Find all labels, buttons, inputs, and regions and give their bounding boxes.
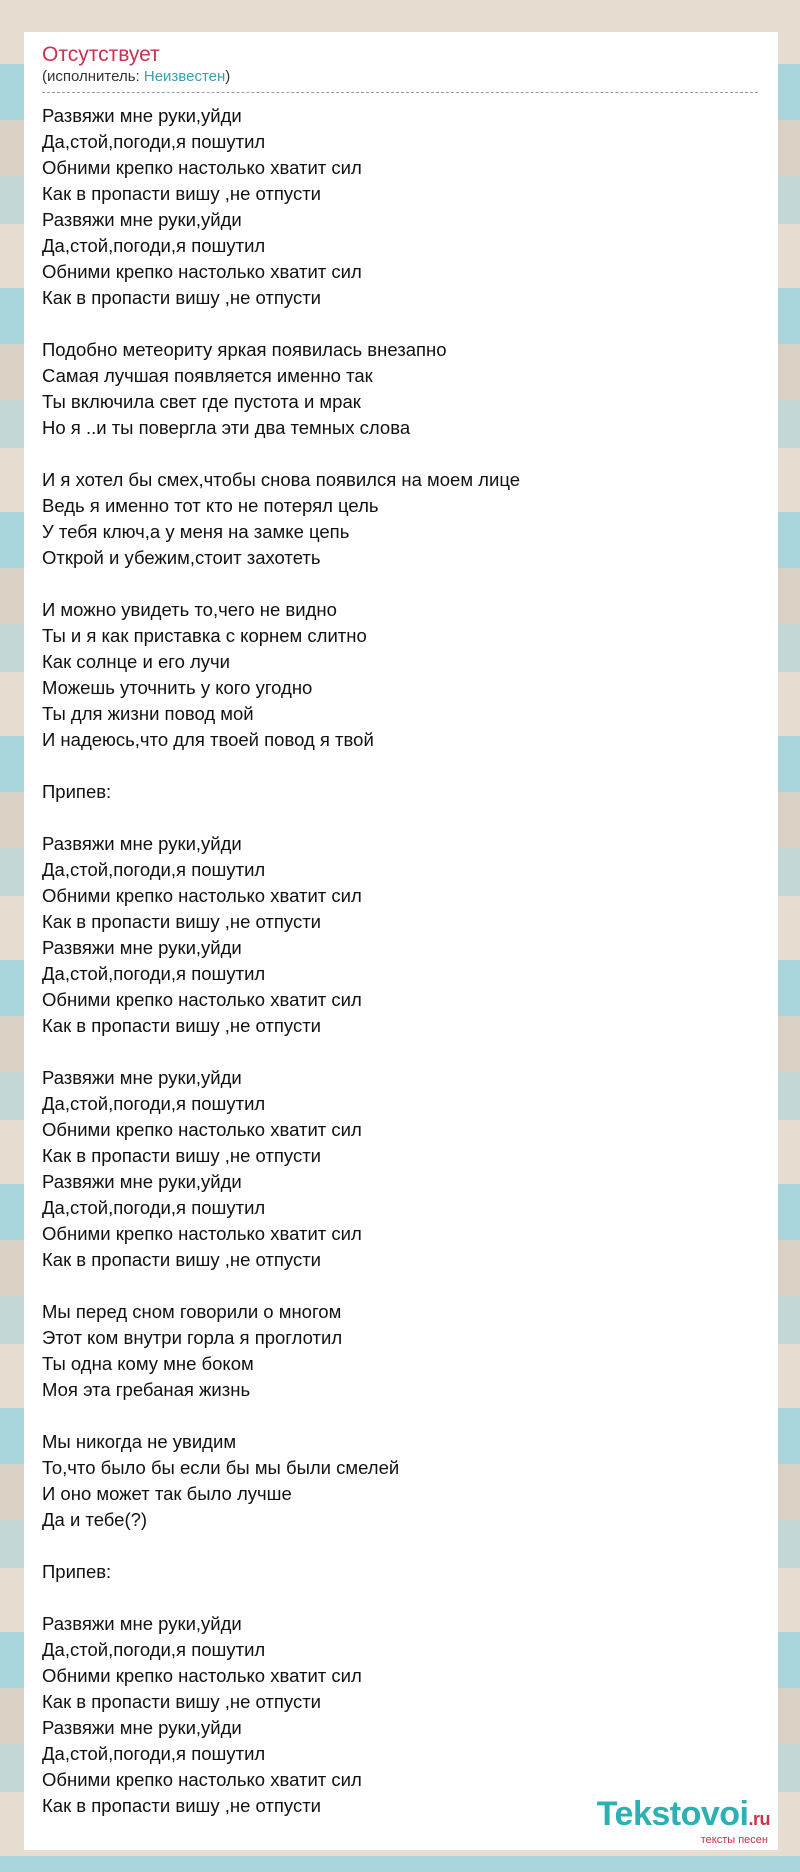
lyric-line: Ты для жизни повод мой xyxy=(42,703,254,724)
lyric-line: Как в пропасти вишу ,не отпусти xyxy=(42,1795,322,1816)
lyric-blank-line xyxy=(42,571,760,597)
artist-link[interactable]: Неизвестен xyxy=(143,68,226,85)
lyric-line: Да,стой,погоди,я пошутил xyxy=(42,1093,266,1114)
artist-prefix: (исполнитель: xyxy=(42,68,144,85)
lyric-line: Открой и убежим,стоит захотеть xyxy=(42,547,321,568)
lyric-line: Обними крепко настолько хватит сил xyxy=(42,1223,362,1244)
lyric-line: Да,стой,погоди,я пошутил xyxy=(42,235,266,256)
lyric-line: Ты и я как приставка с корнем слитно xyxy=(42,625,367,646)
lyric-line: Как солнце и его лучи xyxy=(42,651,231,672)
lyric-line: Да и тебе(?) xyxy=(42,1509,148,1530)
lyric-line: Как в пропасти вишу ,не отпусти xyxy=(42,1015,322,1036)
lyric-line: Обними крепко настолько хватит сил xyxy=(42,261,362,282)
lyric-blank-line xyxy=(42,1039,760,1065)
lyric-blank-line xyxy=(42,1585,760,1611)
lyric-blank-line xyxy=(42,441,760,467)
lyric-line: Обними крепко настолько хватит сил xyxy=(42,157,362,178)
lyric-blank-line xyxy=(42,1403,760,1429)
site-logo[interactable] xyxy=(597,1797,770,1846)
lyric-line: Да,стой,погоди,я пошутил xyxy=(42,1743,266,1764)
lyric-line: Обними крепко настолько хватит сил xyxy=(42,1119,362,1140)
lyric-line: Этот ком внутри горла я проглотил xyxy=(42,1327,343,1348)
lyric-line: Припев: xyxy=(42,781,112,802)
lyric-line: У тебя ключ,а у меня на замке цепь xyxy=(42,521,350,542)
song-title: Отсутствует xyxy=(42,43,160,66)
lyric-line: Как в пропасти вишу ,не отпусти xyxy=(42,1145,322,1166)
lyric-line: Развяжи мне руки,уйди xyxy=(42,1717,242,1738)
lyric-line: Да,стой,погоди,я пошутил xyxy=(42,131,266,152)
lyric-line: Ты одна кому мне боком xyxy=(42,1353,254,1374)
lyric-blank-line xyxy=(42,1273,760,1299)
logo-tagline: тексты песен xyxy=(700,1834,768,1846)
lyric-line: Самая лучшая появляется именно так xyxy=(42,365,373,386)
lyric-line: Ты включила свет где пустота и мрак xyxy=(42,391,361,412)
lyric-line: Мы перед сном говорили о многом xyxy=(42,1301,342,1322)
lyric-line: Развяжи мне руки,уйди xyxy=(42,105,242,126)
lyric-line: Да,стой,погоди,я пошутил xyxy=(42,963,266,984)
lyric-line: И надеюсь,что для твоей повод я твой xyxy=(42,729,374,750)
artist-suffix: ) xyxy=(225,68,231,85)
lyric-line: Развяжи мне руки,уйди xyxy=(42,1613,242,1634)
lyric-line: И можно увидеть то,чего не видно xyxy=(42,599,337,620)
lyric-line: И я хотел бы смех,чтобы снова появился на моем лице xyxy=(42,469,520,490)
logo-name: Tekstovoi xyxy=(596,1795,749,1833)
lyric-line: Да,стой,погоди,я пошутил xyxy=(42,1197,266,1218)
lyric-line: Припев: xyxy=(42,1561,112,1582)
lyric-line: Как в пропасти вишу ,не отпусти xyxy=(42,1691,322,1712)
lyric-line: И оно может так было лучше xyxy=(42,1483,292,1504)
lyric-line: Развяжи мне руки,уйди xyxy=(42,1067,242,1088)
lyric-line: То,что было бы если бы мы были смелей xyxy=(42,1457,400,1478)
lyrics-body xyxy=(42,103,760,1819)
lyric-line: Развяжи мне руки,уйди xyxy=(42,833,242,854)
lyric-line: Развяжи мне руки,уйди xyxy=(42,1171,242,1192)
lyric-line: Как в пропасти вишу ,не отпусти xyxy=(42,1249,322,1270)
lyric-line: Обними крепко настолько хватит сил xyxy=(42,885,362,906)
lyric-line: Подобно метеориту яркая появилась внезапно xyxy=(42,339,447,360)
lyric-line: Как в пропасти вишу ,не отпусти xyxy=(42,183,322,204)
lyric-line: Но я ..и ты повергла эти два темных слова xyxy=(42,417,411,438)
lyric-line: Ведь я именно тот кто не потерял цель xyxy=(42,495,379,516)
lyric-line: Да,стой,погоди,я пошутил xyxy=(42,1639,266,1660)
lyric-line: Да,стой,погоди,я пошутил xyxy=(42,859,266,880)
lyric-line: Развяжи мне руки,уйди xyxy=(42,209,242,230)
lyric-line: Обними крепко настолько хватит сил xyxy=(42,1769,362,1790)
lyric-line: Мы никогда не увидим xyxy=(42,1431,237,1452)
lyric-blank-line xyxy=(42,311,760,337)
artist-line xyxy=(42,68,758,93)
lyric-line: Как в пропасти вишу ,не отпусти xyxy=(42,911,322,932)
lyric-line: Как в пропасти вишу ,не отпусти xyxy=(42,287,322,308)
lyric-blank-line xyxy=(42,753,760,779)
lyric-line: Развяжи мне руки,уйди xyxy=(42,937,242,958)
lyric-line: Моя эта гребаная жизнь xyxy=(42,1379,251,1400)
lyric-line: Можешь уточнить у кого угодно xyxy=(42,677,313,698)
lyrics-sheet xyxy=(24,32,778,1850)
lyric-blank-line xyxy=(42,1533,760,1559)
lyric-line: Обними крепко настолько хватит сил xyxy=(42,1665,362,1686)
lyric-blank-line xyxy=(42,805,760,831)
lyric-line: Обними крепко настолько хватит сил xyxy=(42,989,362,1010)
logo-suffix: .ru xyxy=(748,1809,770,1829)
